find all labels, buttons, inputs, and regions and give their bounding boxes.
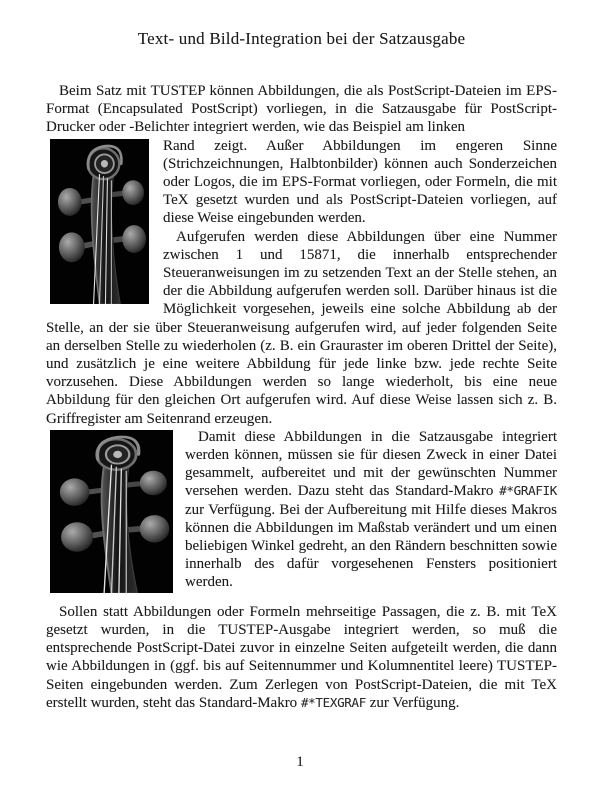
figure-2-wrap-group (46, 428, 557, 592)
page-number: 1 (296, 754, 304, 770)
text-run: Damit diese Abbildungen in die Satzausgabe integriert werden können, müssen sie für diesen Zweck in einer Datei gesammelt, aufbereitet und mit der gewünschten Nummer versehen werden. Dazu steht das Standard-Makro (185, 428, 557, 500)
violin-scroll-image-large (50, 430, 173, 593)
figure-1-wrap-group (46, 137, 557, 428)
paragraph-1-continued: Rand zeigt. Außer Abbildungen im engeren Sinne (Strichzeichnungen, Halbtonbilder) können auch Sonderzeichen oder Logos, die im EPS-Format vorliegen, oder Formeln, die mit TeX gesetzt wurden und als PostScript-Dateien vorliegen, auf diese Weise eingebunden werden. (163, 137, 557, 227)
text-run: Sollen statt Abbildungen oder Formeln mehrseitige Passagen, die z. B. mit TeX gesetzt wurden, in die TUSTEP-Ausgabe integriert werden, so muß die entsprechende PostScript-Datei zuvor in einzelne Seiten aufgeteilt werden, die dann wie Abbildungen in (ggf. bis auf Seitennummer und Kolumnentitel leere) TUSTEP-Seiten eingebunden werden. Zum Zerlegen von PostScript-Dateien, die mit TeX erstellt wurden, steht das Standard-Makro (46, 603, 557, 711)
text-run: #*GRAFIK (499, 483, 557, 499)
paragraph-4 (46, 603, 557, 712)
violin-scroll-image-small (50, 139, 149, 304)
text-run: zur Verfügung. (365, 694, 460, 711)
paragraph-1-intro: Beim Satz mit TUSTEP können Abbildungen, die als PostScript-Dateien im EPS-Format (Encapsulated PostScript) vorliegen, in die Satzausgabe für PostScript-Drucker oder -Belichter integriert werden, wie das Beispiel am linken (46, 83, 557, 136)
text-run: #*TEXGRAF (300, 694, 366, 710)
paragraph-2: Aufgerufen werden diese Abbildungen über eine Nummer zwischen 1 und 15871, die innerhalb entsprechender Steueranweisungen im zu setzenden Text an der Stelle stehen, an der die Abbildung aufgerufen werden soll. Darüber hinaus ist die Möglichkeit vorgesehen, jeweils eine solche Abbildung ab der Stelle, an der sie über Steueranweisung aufgerufen wird, auf jeder folgenden Seite an derselben Stelle zu wiederholen (z. B. ein Grauraster im oberen Drittel der Seite), und zusätzlich je eine weitere Abbildung für jede linke bzw. jede rechte Seite vorzusehen. Diese Abbildungen werden so lange wiederholt, bis eine neue Abbildung für den gleichen Ort aufgerufen wird. Auf diese Weise lassen sich z. B. Griffregister am Seitenrand erzeugen. (46, 228, 557, 427)
figure-violin-scroll-small (50, 139, 149, 304)
figure-violin-scroll-large (50, 430, 173, 593)
text-run: zur Verfügung. Bei der Aufbereitung mit Hilfe dieses Makros können die Abbildungen im Maßstab verändert und um einen beliebigen Winkel gedreht, an den Rändern beschnitten sowie innerhalb des dafür vorgesehenen Fensters positioniert werden. (185, 501, 557, 591)
page-title: Text- und Bild-Integration bei der Satzausgabe (137, 29, 466, 48)
